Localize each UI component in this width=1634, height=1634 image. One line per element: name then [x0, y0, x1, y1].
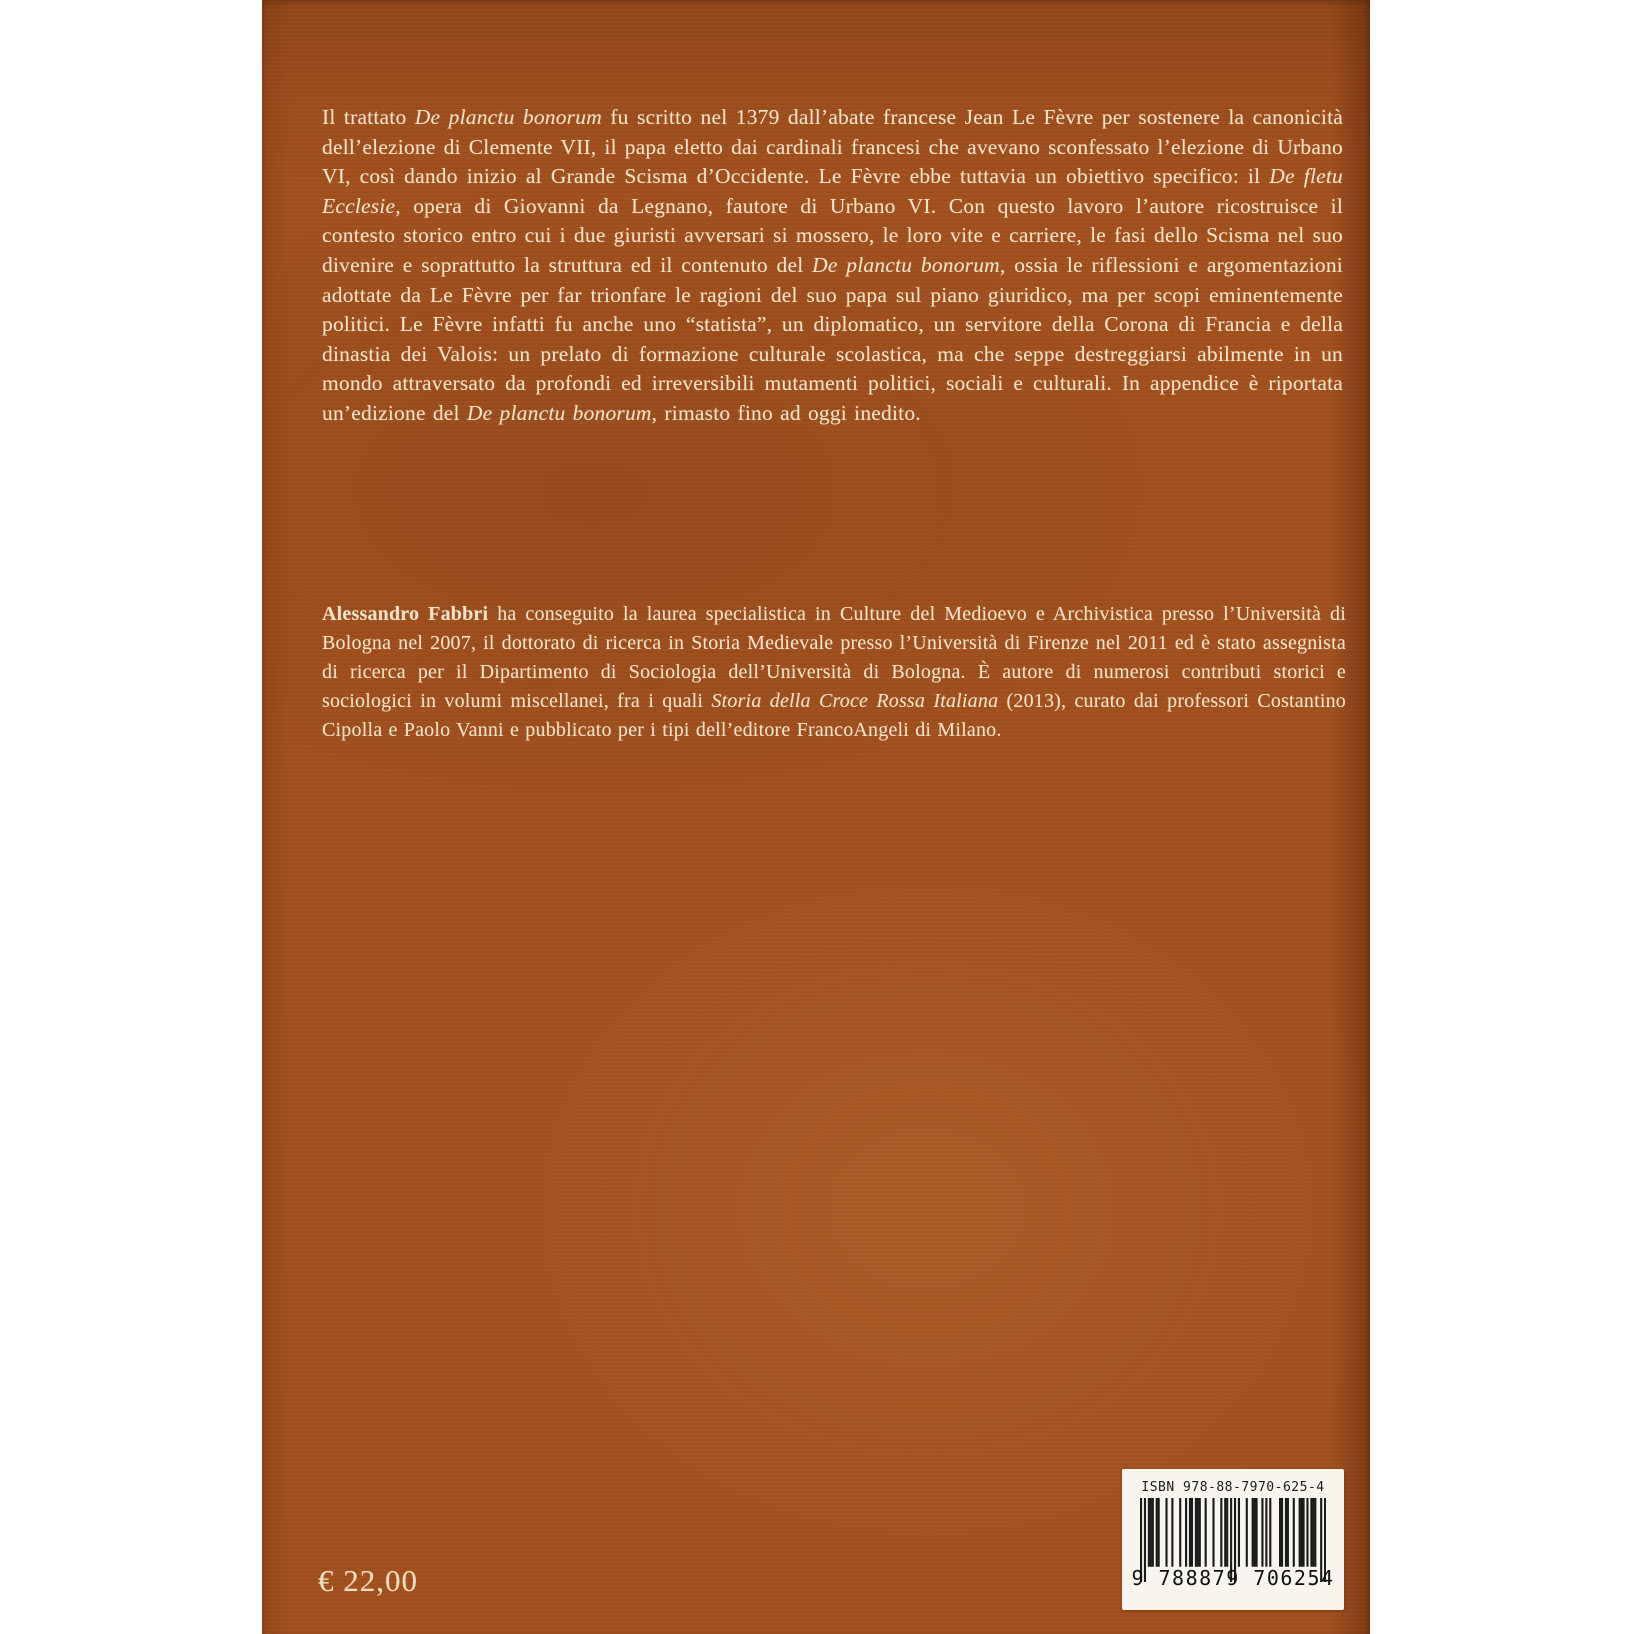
ean-digits: 9 788879 706254: [1131, 1566, 1335, 1590]
price-label: € 22,00: [318, 1563, 418, 1598]
synopsis-text: Il trattato De planctu bonorum fu scritto nel 1379 dall’abate francese Jean Le Fèvre per sostenere la canonicità dell’elezione di Clemente VII, il papa eletto dai cardinali francesi che avevano sconfessato l’elezione di Urbano VI, così dando inizio al Grande Scisma d’Occidente. Le Fèvre ebbe tuttavia un obiettivo specifico: il De fletu Ecclesie, opera di Giovanni da Legnano, fautore di Urbano VI. Con questo lavoro l’autore ricostruisce il contesto storico entro cui i due giuristi avversari si mossero, le loro vite e carriere, le fasi dello Scisma nel suo divenire e soprattutto la struttura ed il contenuto del De planctu bonorum, ossia le riflessioni e argomentazioni adottate da Le Fèvre per far trionfare le ragioni del suo papa sul piano giuridico, ma per scopi eminentemente politici. Le Fèvre infatti fu anche uno “statista”, un diplomatico, un servitore della Corona di Francia e della dinastia dei Valois: un prelato di formazione culturale scolastica, ma che seppe destreggiarsi abilmente in un mondo attraversato da profondi ed irreversibili mutamenti politici, sociali e culturali. In appendice è riportata un’edizione del De planctu bonorum, rimasto fino ad oggi inedito.: [322, 105, 1344, 425]
isbn-number: ISBN 978-88-7970-625-4: [1141, 1480, 1325, 1495]
author-bio-text: Alessandro Fabbri ha conseguito la laurea specialistica in Culture del Medioevo e Archivistica presso l’Università di Bologna nel 2007, il dottorato di ricerca in Storia Medievale presso l’Università di Firenze nel 2011 ed è stato assegnista di ricerca per il Dipartimento di Sociologia dell’Università di Bologna. È autore di numerosi contributi storici e sociologici in volumi miscellanei, fra i quali Storia della Croce Rossa Italiana (2013), curato dai professori Costantino Cipolla e Paolo Vanni e pubblicato per i tipi dell’editore FrancoAngeli di Milano.: [322, 603, 1346, 741]
book-cover: [262, 0, 1370, 1634]
barcode-label: [1122, 1469, 1344, 1610]
